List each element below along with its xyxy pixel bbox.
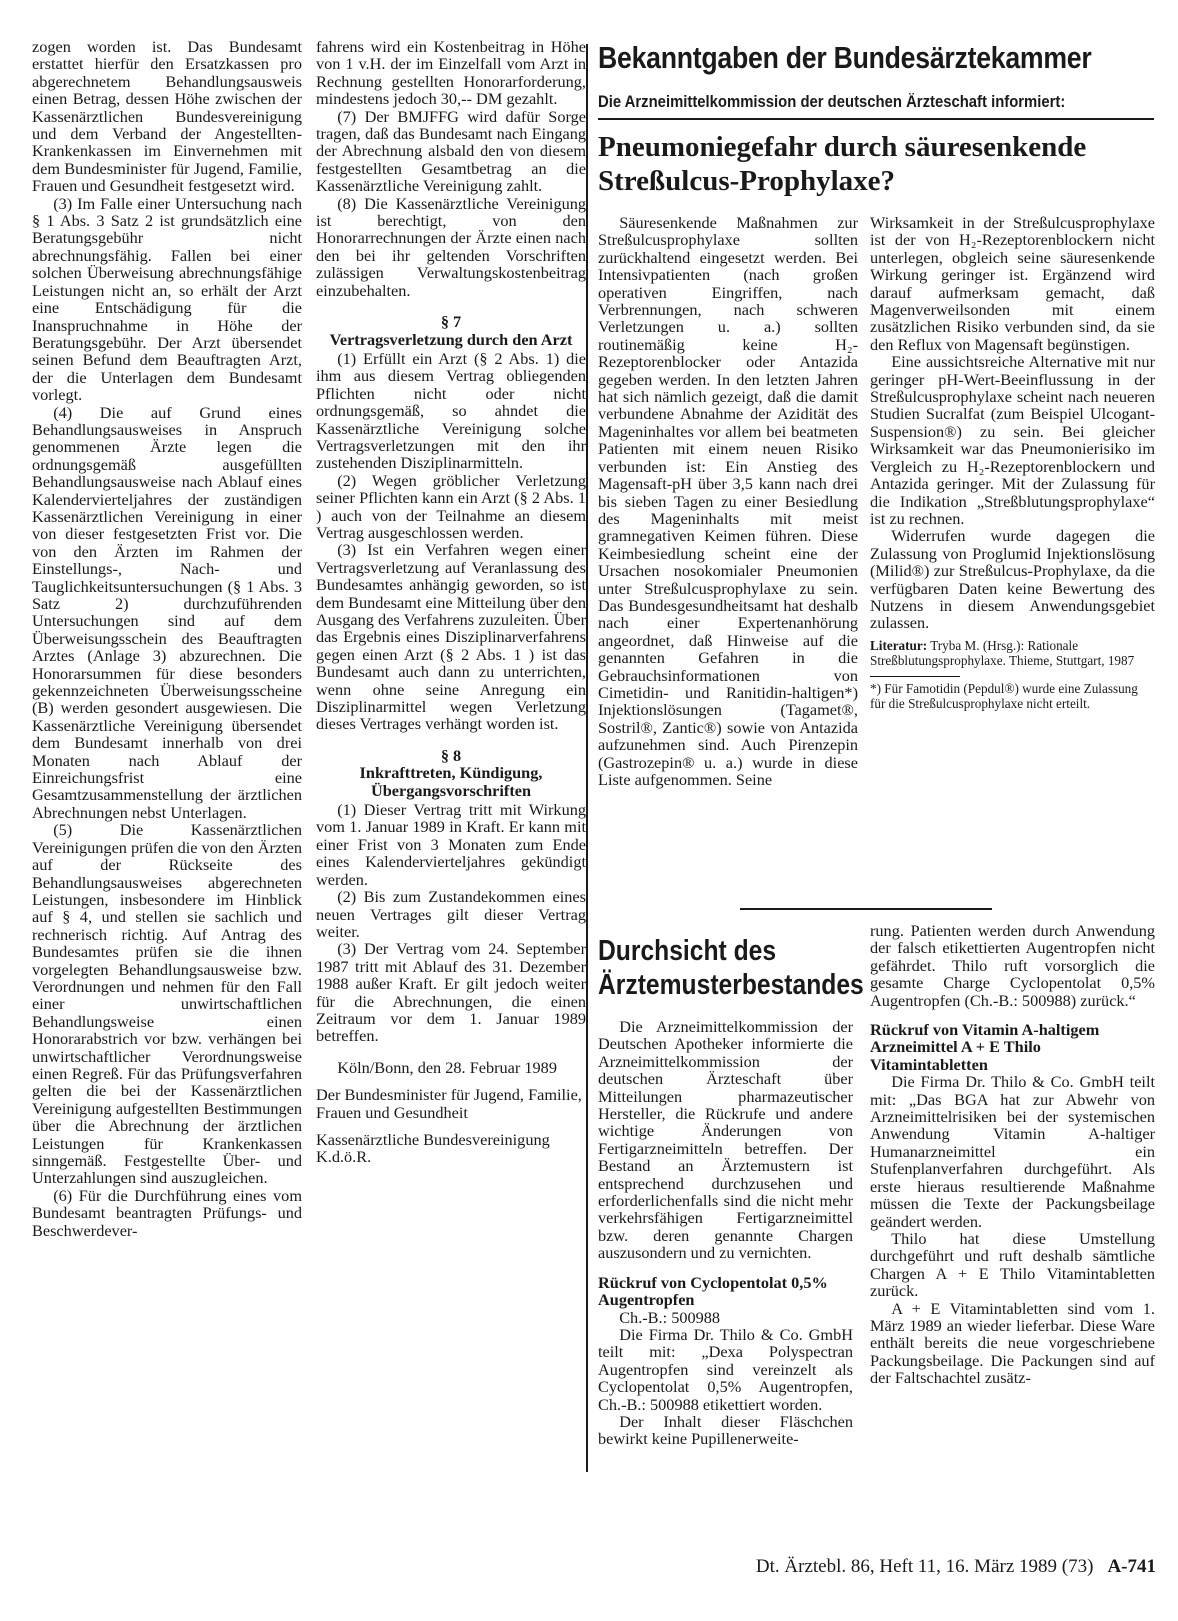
article-2-right-paragraphs <box>870 922 1155 1009</box>
paragraph: (2) Bis zum Zustandekommen eines neuen Vertrages gilt dieser Vertrag weiter. <box>316 887 586 941</box>
article-2-column-left <box>598 1018 853 1448</box>
literature-label: Literatur: <box>870 637 928 653</box>
paragraph: (6) Für die Durchführung eines vom Bundesamt beantragten Prüfungs- und Beschwerdever- <box>32 1185 302 1240</box>
article-2-column-right <box>870 922 1155 1387</box>
article-divider <box>740 908 992 910</box>
paragraph: zogen worden ist. Das Bundesamt erstattet hierfür den Ersatzkassen pro abgerechnetem Behandlungsausweis einen Betrag, dessen Höhe zwischen der Kassenärztlichen Bundesvereinigung und dem Verband der Angestellten-Krankenkassen im Einvernehmen mit dem Bundesminister für Jugend, Familie, Frauen und Gesundheit festgesetzt wird. <box>32 37 302 196</box>
paragraph: (1) Erfüllt ein Arzt (§ 2 Abs. 1) die ihm aus diesem Vertrag obliegenden Pflichten nicht oder nicht ordnungsgemäß, so ahndet die Kassenärztliche Vereinigung solche Vertragsverletzungen mit den ihr zustehenden Disziplinarmitteln. <box>316 348 586 473</box>
column-1 <box>32 38 302 1239</box>
article-2-left-paragraphs <box>598 1018 853 1262</box>
paragraph: (2) Wegen gröblicher Verletzung seiner Pflichten kann ein Arzt (§ 2 Abs. 1 ) auch von der Teilnahme an diesem Vertrag ausgeschlossen werden. <box>316 470 586 542</box>
paragraph: rung. Patienten werden durch Anwendung der falsch etikettierten Augentropfen nicht gefährdet. Thilo ruft vorsorglich die gesamte Charge Cyclopentolat 0,5% Augentropfen (Ch.-B.: 500988) zurück.“ <box>870 921 1155 1010</box>
paragraph: (8) Die Kassenärztliche Vereinigung ist berechtigt, von den Honorarrechnungen der Ärzte einen nach den bei ihr geltenden Vorschriften zulässigen Verwaltungskostenbeitrag einzubehalten. <box>316 193 586 300</box>
recall-1-heading: Rückruf von Cyclopentolat 0,5% Augentropfen <box>598 1272 828 1310</box>
column-1-paragraphs <box>32 38 302 1239</box>
vertical-divider <box>586 44 588 1472</box>
article-1-literature <box>870 638 1155 668</box>
paragraph: (1) Dieser Vertrag tritt mit Wirkung vom 1. Januar 1989 in Kraft. Er kann mit einer Frist von 3 Monaten zum Ende eines Kalendervierteljahres gekündigt werden. <box>316 800 586 889</box>
article-1-left-paragraphs <box>598 214 858 788</box>
section-8-heading <box>316 747 586 799</box>
column-2-intro <box>316 38 586 299</box>
footnote-divider <box>870 676 960 677</box>
bekanntgaben-subtitle: Die Arzneimittelkommission der deutschen Ärzteschaft informiert: <box>598 93 1066 111</box>
article-1-title: Pneumoniegefahr durch säuresenkende Streßulcus-Prophylaxe? <box>598 131 1087 197</box>
paragraph: (5) Die Kassenärztlichen Vereinigungen prüfen die von den Ärzten auf der Rückseite des Behandlungsausweises abgerechneten Leistungen, insbesondere im Hinblick auf § 4, und stellen sie sachlich und rechnerisch richtig. Auf Antrag des Bundesamtes prüfen sie die ihnen vorgelegten Behandlungsausweise bzw. Verordnungen und nehmen für den Fall einer unwirtschaftlichen Behandlungsweise einen Honorarabstrich vor bzw. verhängen bei unwirtschaftlicher Verordnungsweise einen Regreß. Für das Prüfungsverfahren gelten die bei der Kassenärztlichen Vereinigung aufgestellten Bestimmungen über die Abrechnung der ärztlichen Leistungen für Krankenkassen sinngemäß. Festgestellte Über- und Unterzahlungen sind auszugleichen. <box>32 820 302 1188</box>
paragraph: Säuresenkende Maßnahmen zur Streßulcusprophylaxe sollten zurückhaltend eingesetzt werden. Bei Intensivpatienten (nach großen operativen Eingriffen, nach Verbrennungen, nach schweren Verletzungen u. a.) sollten routinemäßig keine H₂-Rezeptorenblocker oder Antazida gegeben werden. In den letzten Jahren hat sich nämlich gezeigt, daß die damit verbundene Abnahme der Azidität des Mageninhaltes vor allem bei beatmeten Patienten mit einem neuen Risiko verbunden ist: Ein Anstieg des Magensaft-pH über 3,5 kann nach drei bis sieben Tagen zu einer Besiedlung des Mageninhalts mit meist gramnegativen Keimen führen. Diese Keimbesiedlung scheint eine der Ursachen nosokomialer Pneumonien unter Streßulcusprophylaxe zu sein. Das Bundesgesundheitsamt hat deshalb nach einer Expertenanhörung angeordnet, daß Hinweise auf die genannten Gefahren in die Gebrauchsinformationen von Cimetidin- und Ranitidin-haltigen*) Injektionslösungen (Tagamet®, Sostril®, Zantic®) sowie von Antazida aufzunehmen sind. Auch Pirenzepin (Gastrozepin® u. a.) wurde in diese Liste aufgenommen. Seine <box>598 213 858 789</box>
article-1-footnote: *) Für Famotidin (Pepdul®) wurde eine Zulassung für die Streßulcusprophylaxe nicht erteilt. <box>870 680 1138 711</box>
paragraph: Ch.-B.: 500988 <box>619 1307 721 1327</box>
footer-citation: Dt. Ärztebl. 86, Heft 11, 16. März 1989 (73) <box>755 1556 1094 1577</box>
section-8-paragraphs <box>316 801 586 1045</box>
paragraph: Die Firma Dr. Thilo & Co. GmbH teilt mit: „Das BGA hat zur Abwehr von Arzneimittelrisiken bei der systemischen Anwendung Vitamin A-haltiger Humanarzneimittel ein Stufenplanverfahren durchgeführt. Als erste hieraus resultierende Maßnahme müssen die Texte der Packungsbeilage geändert werden. <box>870 1072 1155 1231</box>
paragraph: (4) Die auf Grund eines Behandlungsausweises in Anspruch genommenen Ärzte legen die ordnungsgemäß ausgefüllten Behandlungsausweise nach Ablauf eines Kalendervierteljahres der zuständigen Kassenärztlichen Vereinigung in einer von dieser festgesetzten Frist vor. Die von den Ärzten im Rahmen der Einstellungs-, Nach- und Tauglichkeitsuntersuchungen (§ 1 Abs. 3 Satz 2) durchzuführenden Untersuchungen sind auf dem Überweisungsschein des Beauftragten Arztes (Anlage 3) abzurechnen. Die Honorarsummen für diese besonders gekennzeichneten Überweisungsscheine (B) werden gesondert ausgewiesen. Die Kassenärztliche Vereinigung übersendet dem Bundesamt innerhalb von drei Monaten nach Ablauf der Einreichungsfrist eine Gesamtzusammenstellung der ärztlichen Abrechnungen nebst Unterlagen. <box>32 402 302 822</box>
paragraph: (3) Der Vertrag vom 24. September 1987 tritt mit Ablauf des 31. Dezember 1988 außer Kraft. Er gilt jedoch weiter für die Abrechnungen, die einen Zeitraum vor dem 1. Januar 1989 betreffen. <box>316 939 586 1046</box>
paragraph: (3) Ist ein Verfahren wegen einer Vertragsverletzung auf Veranlassung des Bundesamtes anhängig geworden, so ist dem Bundesamt eine Mitteilung über den Ausgang des Verfahrens zuzuleiten. Über das Ergebnis eines Disziplinarverfahrens gegen einen Arzt (§ 2 Abs. 1 ) ist das Bundesamt auch dann zu unterrichten, wenn ohne seine Anregung ein Disziplinarmittel wegen Verletzung dieses Vertrages verhängt worden ist. <box>316 540 586 734</box>
section-7-heading <box>316 313 586 348</box>
bekanntgaben-divider <box>598 118 1154 120</box>
paragraph: Der Inhalt dieser Fläschchen bewirkt keine Pupillenerweite- <box>598 1411 853 1449</box>
article-1-right-paragraphs <box>870 214 1155 632</box>
signature-signer-1: Der Bundesminister für Jugend, Familie, Frauen und Gesundheit <box>316 1085 582 1122</box>
page-number: A-741 <box>1107 1556 1156 1577</box>
paragraph: Thilo hat diese Umstellung durchgeführt und ruft deshalb sämtliche Chargen A + E Thilo Vitamintabletten zurück. <box>870 1228 1155 1301</box>
section-7-number: § 7 <box>440 312 462 332</box>
section-7-paragraphs <box>316 350 586 733</box>
section-8-title: Inkrafttreten, Kündigung, Übergangsvorschriften <box>359 763 543 800</box>
page-footer <box>600 1556 1156 1578</box>
paragraph: A + E Vitamintabletten sind vom 1. März 1989 an wieder lieferbar. Diese Ware enthält bereits die neue vorgeschriebene Packungsbeilage. Die Packungen sind auf der Faltschachtel zusätz- <box>870 1298 1155 1388</box>
recall-2-paragraphs <box>870 1073 1155 1386</box>
recall-2-heading: Rückruf von Vitamin A-haltigem Arzneimittel A + E Thilo Vitamintabletten <box>870 1020 1100 1074</box>
column-2 <box>316 38 586 1176</box>
paragraph: fahrens wird ein Kostenbeitrag in Höhe von 1 v.H. der im Einzelfall vom Arzt in Rechnung gestellten Honorarforderung, mindestens jedoch 30,-- DM gezahlt. <box>316 37 586 109</box>
article-1-column-left <box>598 214 858 788</box>
bekanntgaben-title: Bekanntgaben der Bundesärztekammer <box>598 40 1092 75</box>
article-2-title: Durchsicht des Ärztemusterbestandes <box>598 935 864 1001</box>
paragraph: (3) Im Falle einer Untersuchung nach § 1 Abs. 3 Satz 2 ist grundsätzlich eine Beratungsgebühr nicht abrechnungsfähig. Fallen bei einer solchen Überweisung abrechnungsfähige Leistungen nicht an, so erhält der Arzt eine Entschädigung für die Inanspruchnahme in Höhe der Beratungsgebühr. Der Arzt übersendet seinen Befund dem Beauftragten Arzt, der die Unterlagen dem Bundesamt vorlegt. <box>32 193 302 405</box>
section-8-number: § 8 <box>440 745 462 765</box>
article-1-column-right <box>870 214 1155 711</box>
paragraph: Wirksamkeit in der Streßulcusprophylaxe ist der von H₂-Rezeptorenblockern nicht unterlegen, obgleich seine säuresenkende Wirkung geringer ist. Ergänzend wird darauf aufmerksam gemacht, daß Magenverweilsonden mit einem zusätzlichen Risiko verbunden sind, da sie den Reflux von Magensaft begünstigen. <box>870 213 1155 354</box>
paragraph: Die Firma Dr. Thilo & Co. GmbH teilt mit: „Dexa Polyspectran Augentropfen sind vereinzelt als Cyclopentolat 0,5% Augentropfen, Ch.-B.: 500988 etikettiert worden. <box>598 1324 853 1414</box>
paragraph: (7) Der BMJFFG wird dafür Sorge tragen, daß das Bundesamt nach Eingang der Abrechnung alsbald den von diesem festgestellten Gesamtbetrag an die Kassenärztliche Vereinigung zahlt. <box>316 106 586 196</box>
paragraph: Eine aussichtsreiche Alternative mit nur geringer pH-Wert-Beeinflussung in der Streßulcusprophylaxe scheint nach neueren Studien Sucralfat (zum Beispiel Ulcogant-Suspension®) zu sein. Bei gleicher Wirksamkeit war das Pneumonierisiko im Vergleich zu H₂-Rezeptorenblockern und Antazida geringer. Mit der Zulassung für die Indikation „Streßblutungsprophylaxe“ ist zu rechnen. <box>870 352 1155 528</box>
paragraph: Widerrufen wurde dagegen die Zulassung von Proglumid Injektionslösung (Milid®) zur Streßulcus-Prophylaxe, da die verfügbaren Daten keine Bewertung des Nutzens in diesem Anwendungsgebiet zulassen. <box>870 526 1155 633</box>
recall-1-paragraphs <box>598 1309 853 1448</box>
signature-place-date: Köln/Bonn, den 28. Februar 1989 <box>337 1057 557 1077</box>
literature-text: Tryba M. (Hrsg.): Rationale Streßblutungsprophylaxe. Thieme, Stuttgart, 1987 <box>870 637 1135 668</box>
paragraph: Die Arzneimittelkommission der Deutschen Apotheker informierte die Arzneimittelkommission der deutschen Ärzteschaft über Mitteilungen pharmazeutischer Hersteller, die Rückrufe und andere wichtige Änderungen von Fertigarzneimitteln betreffen. Der Bestand an Ärztemustern ist entsprechend durchzusehen und erforderlichenfalls sind die nicht mehr verkehrsfähigen Fertigarzneimittel bzw. deren genannte Chargen auszusondern und zu vernichten. <box>598 1017 853 1263</box>
signature-signer-2: Kassenärztliche Bundesvereinigung K.d.ö.R. <box>316 1129 550 1167</box>
signature-block <box>316 1059 586 1166</box>
section-7-title: Vertragsverletzung durch den Arzt <box>329 329 573 349</box>
